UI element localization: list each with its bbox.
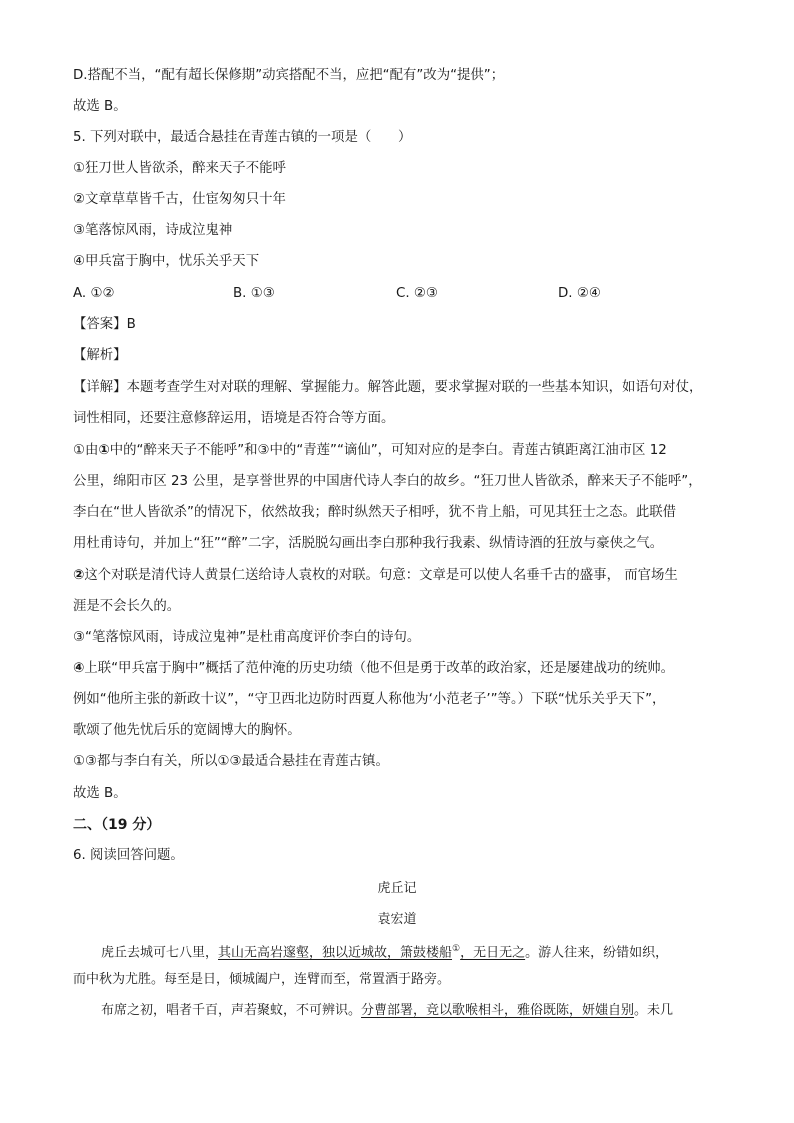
detail-tag: 【详解】 (73, 380, 127, 395)
question-5: 5. 下列对联中，最适合悬挂在青莲古镇的一项是（ ） (73, 130, 412, 145)
detail-line: 涯是不会长久的。 (73, 599, 181, 614)
couplet-3: ③笔落惊风雨，诗成泣鬼神 (73, 223, 233, 238)
detail-line: 歌颂了他先忧后乐的宽阔博大的胸怀。 (73, 723, 301, 738)
detail-line: ④上联“甲兵富于胸中”概括了范仲淹的历史功绩（他不但是勇于改革的政治家，还是屡建战功的统帅。 (73, 661, 675, 676)
passage-line: 而中秋为尤胜。每至是日，倾城阖户，连臂而至，常置酒于路旁。 (73, 972, 451, 987)
detail-line: ③“笔落惊风雨，诗成泣鬼神”是杜甫高度评价李白的诗句。 (73, 630, 421, 645)
text-line: 故选 B。 (73, 99, 127, 114)
passage-author: 袁宏道 (377, 912, 417, 927)
option-c: C. ②③ (396, 286, 438, 301)
section-heading: 二、（19 分） (73, 817, 161, 833)
couplet-1: ①狂刀世人皆欲杀，醉来天子不能呼 (73, 161, 286, 176)
passage-line: 布席之初，唱者千百，声若聚蚊，不可辨识。分曹部署，竞以歌喉相斗，雅俗既陈，妍媸自别。未几 (101, 1003, 674, 1018)
passage-title: 虎丘记 (377, 881, 417, 896)
couplet-4: ④甲兵富于胸中，忧乐关乎天下 (73, 254, 260, 269)
option-d: D. ②④ (558, 286, 601, 301)
question-6: 6. 阅读回答问题。 (73, 848, 184, 863)
detail-line: 用杜甫诗句，并加上“狂”“醉”二字，活脱脱勾画出李白那种我行我素、纵情诗酒的狂放与豪侠之气。 (73, 536, 664, 551)
detail-line: 词性相同，还要注意修辞运用，语境是否符合等方面。 (73, 411, 395, 426)
detail-line: ②这个对联是清代诗人黄景仁送给诗人袁枚的对联。句意：文章是可以使人名垂千古的盛事， 而官场生 (73, 568, 678, 583)
detail-line: 李白在“世人皆欲杀”的情况下，依然故我；醉时纵然天子相呼，犹不肯上船，可见其狂士之态。此联借 (73, 505, 677, 520)
detail-line: 【详解】本题考查学生对对联的理解、掌握能力。解答此题，要求掌握对联的一些基本知识，如语句对仗， (73, 380, 703, 395)
passage-line: 虎丘去城可七八里，其山无高岩邃壑，独以近城故，箫鼓楼船①，无日无之。游人往来，纷错如织， (101, 944, 669, 961)
option-b: B. ①③ (233, 286, 275, 301)
detail-line: 例如“他所主张的新政十议”，“守卫西北边防时西夏人称他为‘小范老子’”等。）下联“忧乐关乎天下”， (73, 692, 666, 707)
option-a: A. ①② (73, 286, 115, 301)
analysis-tag: 【解析】 (73, 348, 127, 363)
detail-line: 公里，绵阳市区 23 公里，是享誉世界的中国唐代诗人李白的故乡。“狂刀世人皆欲杀，醉来天子不能呼”， (73, 474, 702, 489)
answer-line (73, 315, 136, 335)
couplet-2: ②文章草草皆千古，仕宦匆匆只十年 (73, 192, 286, 207)
answer-value: B (126, 317, 136, 332)
answer-tag: 【答案】 (73, 317, 127, 332)
detail-line: ①由①中的“醉来天子不能呼”和③中的“青莲”“谪仙”，可知对应的是李白。青莲古镇距离江油市区 12 (73, 443, 667, 458)
text-line: D.搭配不当，“配有超长保修期”动宾搭配不当，应把“配有”改为“提供”； (73, 68, 505, 83)
detail-line: 故选 B。 (73, 786, 127, 801)
detail-line: ①③都与李白有关，所以①③最适合悬挂在青莲古镇。 (73, 754, 389, 769)
